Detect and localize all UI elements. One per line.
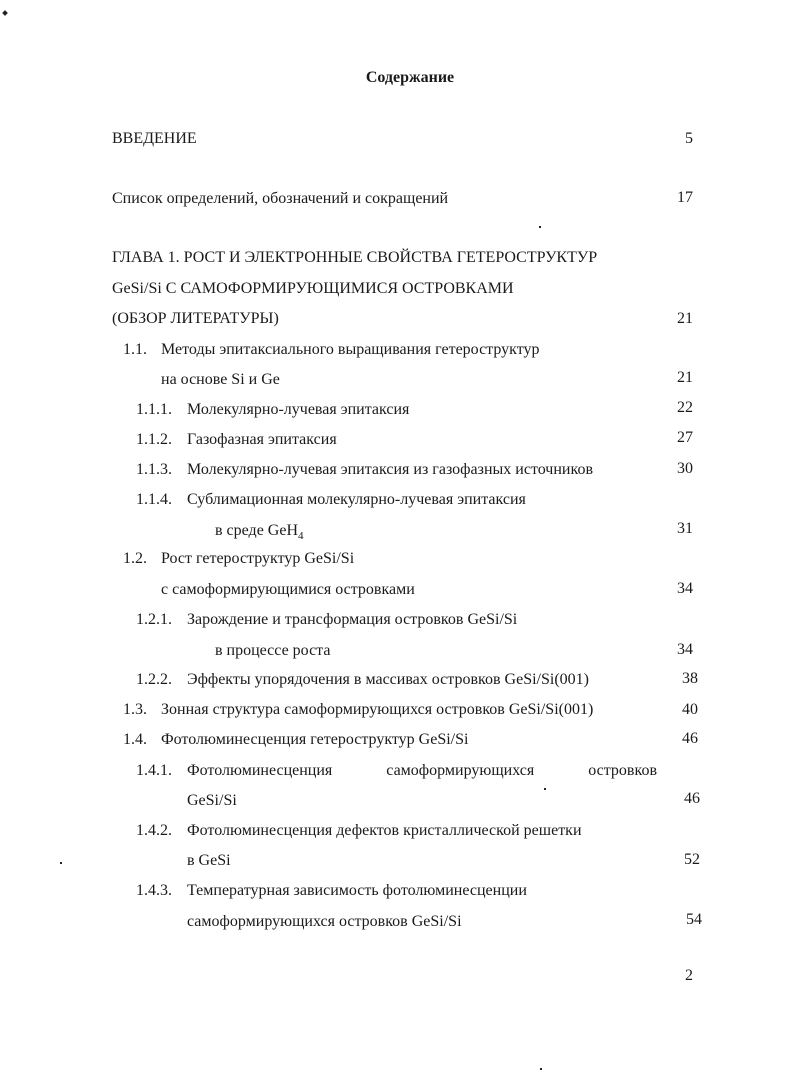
toc-section-number: 1.2.1. xyxy=(136,611,172,628)
toc-section-1-1-4-line-2 xyxy=(215,521,304,546)
toc-section-number: 1.1.3. xyxy=(136,461,172,478)
toc-section-1-1-1: Молекулярно-лучевая эпитаксия xyxy=(187,401,410,418)
toc-page-1-2-1: 34 xyxy=(677,641,693,658)
toc-section-number: 1.4. xyxy=(123,731,147,748)
toc-section-number: 1.3. xyxy=(123,701,147,718)
toc-word: островков xyxy=(588,762,657,779)
scan-speck xyxy=(540,1068,542,1070)
toc-section-1-4-1-line-2: GeSi/Si xyxy=(187,792,237,809)
toc-section-1-4-3-line-2: самоформирующихся островков GeSi/Si xyxy=(187,913,462,930)
scan-speck xyxy=(544,788,546,790)
toc-section-1-1-line-1: Методы эпитаксиального выращивания гетероструктур xyxy=(161,341,540,358)
toc-page-1-4-3: 54 xyxy=(686,911,702,928)
toc-section-1-2-line-2: с самоформирующимися островками xyxy=(161,581,415,598)
toc-section-1-4-2-line-1: Фотолюминесценция дефектов кристаллической решетки xyxy=(187,822,582,839)
toc-page-chapter-1: 21 xyxy=(677,310,693,327)
toc-page-definitions: 17 xyxy=(677,189,693,206)
toc-page-1-2-2: 38 xyxy=(682,670,698,687)
toc-section-1-1-4-line-2-text: в среде GeH xyxy=(215,522,298,539)
toc-chapter-1-line-1: ГЛАВА 1. РОСТ И ЭЛЕКТРОННЫЕ СВОЙСТВА ГЕТЕРОСТРУКТУР xyxy=(112,249,598,266)
toc-chapter-1-line-3: (ОБЗОР ЛИТЕРАТУРЫ) xyxy=(112,310,279,327)
toc-section-number: 1.1.4. xyxy=(136,491,172,508)
toc-section-number: 1.1.2. xyxy=(136,431,172,448)
toc-section-1-1-line-2: на основе Si и Ge xyxy=(161,371,280,388)
toc-section-number: 1.4.2. xyxy=(136,822,172,839)
toc-section-1-4-3-line-1: Температурная зависимость фотолюминесценции xyxy=(187,882,527,899)
toc-section-number: 1.1. xyxy=(123,341,147,358)
toc-section-1-1-4-line-1: Сублимационная молекулярно-лучевая эпитаксия xyxy=(187,491,526,508)
toc-entry-definitions: Список определений, обозначений и сокращений xyxy=(112,190,449,207)
toc-section-number: 1.2.2. xyxy=(136,671,172,688)
scan-speck xyxy=(2,10,8,16)
toc-page-1-1: 21 xyxy=(677,369,693,386)
toc-section-1-3: Зонная структура самоформирующихся островков GeSi/Si(001) xyxy=(161,701,594,718)
page-title: Содержание xyxy=(365,69,455,86)
toc-section-1-1-3: Молекулярно-лучевая эпитаксия из газофазных источников xyxy=(187,461,593,478)
toc-section-1-4-1-line-1 xyxy=(187,761,657,781)
toc-chapter-1-line-2: GeSi/Si С САМОФОРМИРУЮЩИМИСЯ ОСТРОВКАМИ xyxy=(112,280,514,297)
toc-section-1-2-1-line-1: Зарождение и трансформация островков GeSi/Si xyxy=(187,611,518,628)
toc-page-1-4-1: 46 xyxy=(684,790,700,807)
toc-section-number: 1.4.3. xyxy=(136,882,172,899)
toc-page-1-1-3: 30 xyxy=(677,460,693,477)
toc-section-number: 1.2. xyxy=(123,550,147,567)
toc-section-1-2-line-1: Рост гетероструктур GeSi/Si xyxy=(161,550,355,567)
toc-section-1-1-2: Газофазная эпитаксия xyxy=(187,431,337,448)
subscript-4: 4 xyxy=(298,530,304,543)
page-number: 2 xyxy=(685,967,693,984)
toc-page-1-4: 46 xyxy=(682,730,698,747)
toc-section-number: 1.1.1. xyxy=(136,401,172,418)
toc-section-1-2-2: Эффекты упорядочения в массивах островков GeSi/Si(001) xyxy=(187,671,589,688)
toc-section-1-4-2-line-2: в GeSi xyxy=(187,852,231,869)
toc-word: самоформирующихся xyxy=(386,762,535,779)
toc-page-1-1-2: 27 xyxy=(677,429,693,446)
toc-page-1-1-1: 22 xyxy=(677,399,693,416)
scan-speck xyxy=(60,862,62,864)
toc-word: Фотолюминесценция xyxy=(187,762,333,779)
toc-section-number: 1.4.1. xyxy=(136,762,172,779)
toc-section-1-4: Фотолюминесценция гетероструктур GeSi/Si xyxy=(161,731,469,748)
toc-section-1-2-1-line-2: в процессе роста xyxy=(215,642,331,659)
toc-page-1-4-2: 52 xyxy=(684,851,700,868)
toc-page-1-3: 40 xyxy=(682,701,698,718)
toc-entry-intro: ВВЕДЕНИЕ xyxy=(112,130,197,147)
scan-speck xyxy=(539,226,541,228)
toc-page-1-2: 34 xyxy=(677,580,693,597)
toc-page-1-1-4: 31 xyxy=(677,520,693,537)
toc-page-intro: 5 xyxy=(685,130,693,147)
